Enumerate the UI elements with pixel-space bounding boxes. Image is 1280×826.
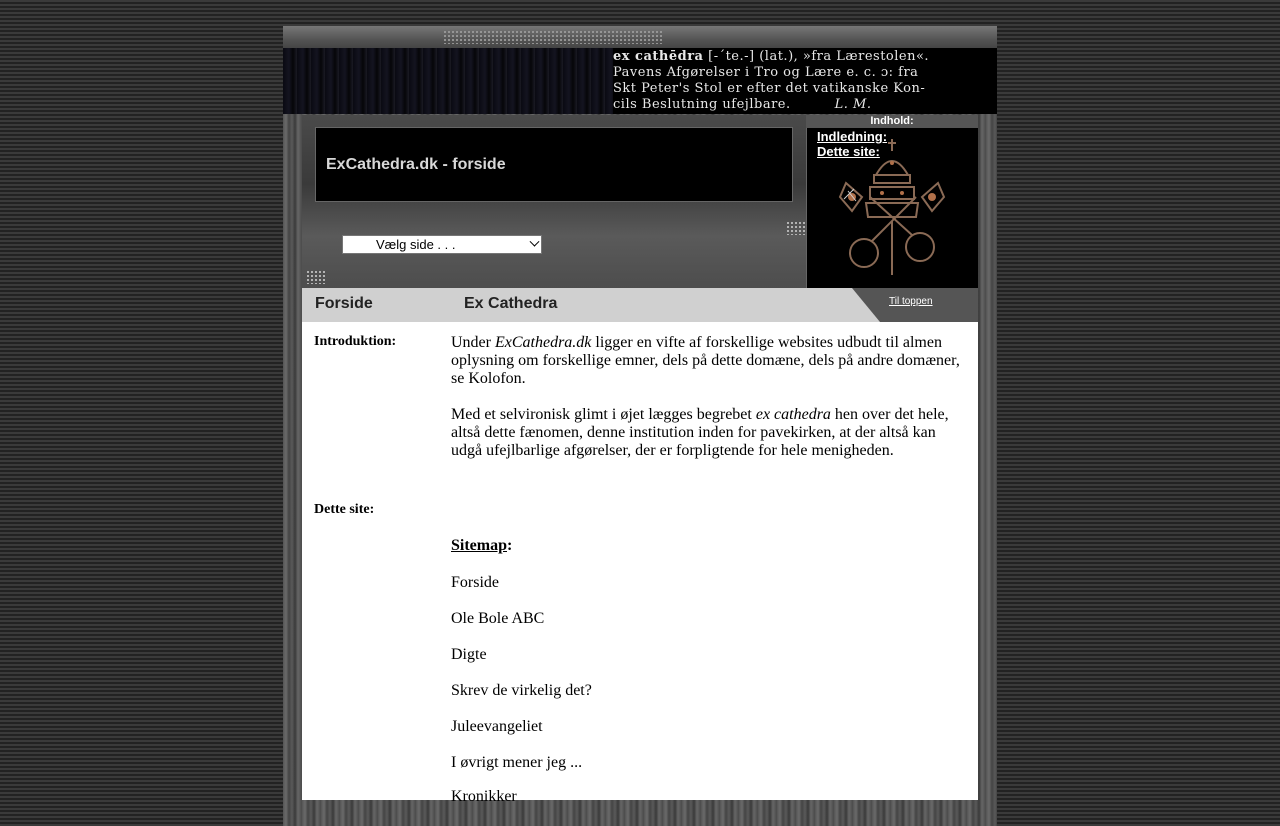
sitemap-link[interactable]: Sitemap (451, 537, 507, 554)
top-decor-strip (283, 26, 997, 49)
link-indledning[interactable]: Indledning: (817, 129, 888, 144)
sitemap-item[interactable]: Skrev de virkelig det? (451, 682, 592, 699)
banner-quote: ex cathēdra [-ˊte.-] (lat.), »fra Lærestolen«. Pavens Afgørelser i Tro og Lære e. c. ɔ: fra Skt Peter's Stol er efter det vatikanske Kon- cils Beslutning ufejlbare. L. M. (613, 49, 930, 112)
sitemap-item[interactable]: Juleevangeliet (451, 718, 543, 735)
quote-term: ex cathēdra (613, 49, 704, 64)
chevron-down-icon (530, 237, 540, 247)
intro-paragraph-1: Under ExCathedra.dk ligger en vifte af forskellige websites udbudt til almen oplysning om forskellige emner, dels på dette domæne, dels på andre domæner, se Kolofon. (451, 334, 960, 387)
sitemap-item[interactable]: I øvrigt mener jeg ... (451, 754, 583, 771)
intro-paragraph-2: Med et selvironisk glimt i øjet lægges begrebet ex cathedra hen over det hele, altså dette fænomen, denne institution inden for pavekirken, at der altså kan udgå ufejlbarlige afgørelser, der er forpligtende for hele menigheden. (451, 406, 949, 459)
section-label: Forside (315, 295, 373, 312)
page-title: ExCathedra.dk - forside (326, 156, 506, 173)
contents-heading: Indhold: (806, 115, 978, 128)
papal-emblem-icon (836, 137, 948, 279)
sitemap-heading: Sitemap: (451, 537, 513, 554)
to-top-link[interactable]: Til toppen (889, 296, 933, 307)
sitemap-item[interactable]: Kronikker (451, 788, 517, 805)
quote-signature: L. M. (834, 97, 872, 112)
intro-label: Introduktion: (314, 334, 397, 349)
banner (283, 48, 997, 114)
decor-dots (306, 270, 326, 284)
link-dette-site[interactable]: Dette site: (817, 144, 880, 159)
decor-dots (786, 221, 806, 235)
site-label: Dette site: (314, 502, 375, 517)
section-heading: Ex Cathedra (464, 295, 558, 312)
page-select-value: Vælg side . . . (376, 237, 456, 252)
page-select-dropdown[interactable] (342, 235, 542, 254)
main-content (302, 322, 978, 800)
sitemap-item[interactable]: Ole Bole ABC (451, 610, 545, 627)
sitemap-item[interactable]: Forside (451, 574, 499, 591)
sitemap-item[interactable]: Digte (451, 646, 487, 663)
